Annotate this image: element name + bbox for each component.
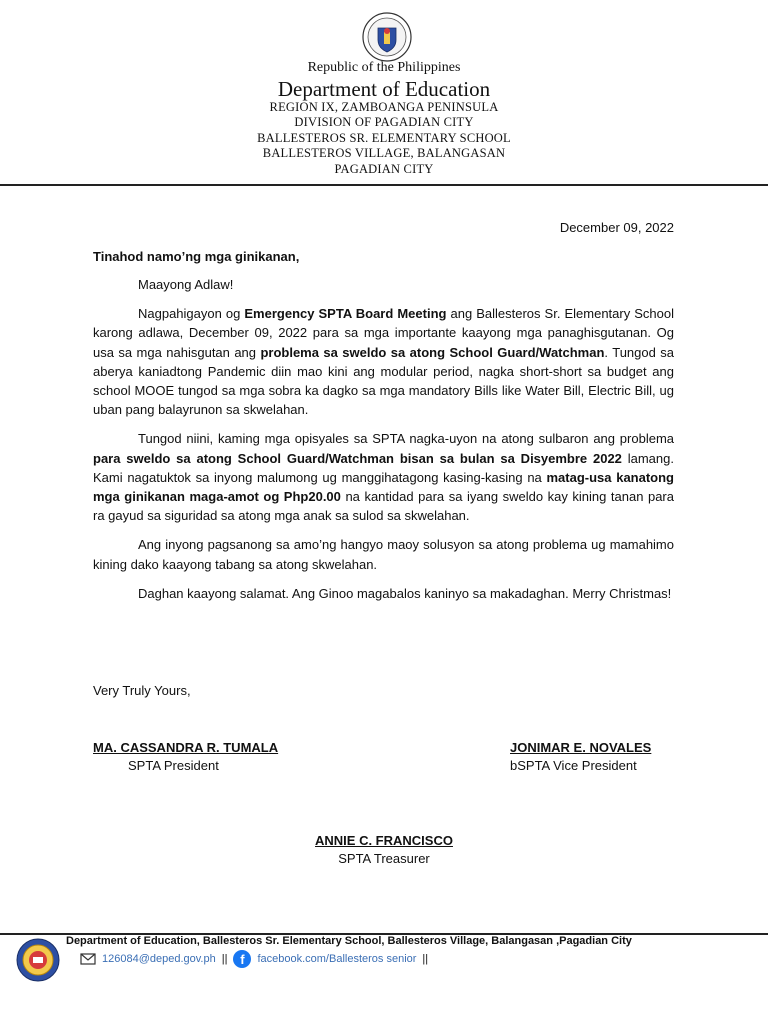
footer-address: Department of Education, Ballesteros Sr. Elementary School, Ballesteros Village, Balangasan ,Pagadian City xyxy=(66,935,632,947)
text-run: . Tungod sa aberya kaniadtong Pandemic diin mao kini ang modular period, nagka short-short sa budget ang school MOOE tungod sa mga sobra ka dagko sa mga mandatory Bills like Water Bill, Electric Bill, ug uban pang balayrunon sa skwelahan. xyxy=(93,344,675,418)
signatory-name-president: MA. CASSANDRA R. TUMALA xyxy=(93,740,279,755)
salutation: Tinahod namo’ng mga ginikanan, xyxy=(93,249,300,264)
letter-date: December 09, 2022 xyxy=(559,220,674,235)
region-line: REGION IX, ZAMBOANGA PENINSULA xyxy=(269,100,499,114)
address-line: BALLESTEROS VILLAGE, BALANGASAN xyxy=(262,146,506,160)
bold-run: problema sa sweldo sa atong School Guard/Watchman xyxy=(260,344,605,360)
signatory-name-vice-president: JONIMAR E. NOVALES xyxy=(510,740,652,755)
signatory-title-president: SPTA President xyxy=(128,758,219,773)
facebook-icon: f xyxy=(233,950,251,968)
closing: Very Truly Yours, xyxy=(93,683,191,698)
header-divider xyxy=(0,184,768,186)
signatory-name-treasurer: ANNIE C. FRANCISCO xyxy=(315,833,453,848)
footer-email[interactable]: 126084@deped.gov.ph xyxy=(102,953,216,965)
paragraph-2 xyxy=(93,429,674,525)
footer-facebook-link[interactable]: facebook.com/Ballesteros senior xyxy=(257,953,417,965)
letter-body xyxy=(93,275,674,613)
footer-contact xyxy=(80,950,428,968)
footer-separator: || xyxy=(221,953,228,965)
text-run: na kantidad para sa iyang sweldo kay kining tanan para ra gayud sa siguridad sa atong mga anak sa sulod sa skwelahan. xyxy=(93,489,674,524)
bold-run: para sweldo sa atong School Guard/Watchman bisan sa bulan sa Disyembre 2022 xyxy=(93,450,622,466)
bold-run: Emergency SPTA Board Meeting xyxy=(244,306,447,322)
division-line: DIVISION OF PAGADIAN CITY xyxy=(294,115,474,129)
greeting: Maayong Adlaw! xyxy=(138,277,234,292)
republic-line: Republic of the Philippines xyxy=(307,60,461,75)
text-run: ang Ballesteros Sr. Elementary School karong adlawa, December 09, 2022 para sa mga importante kaayong mga panaghisgutanan. Og usa sa mga nahisgutan ang xyxy=(93,306,674,360)
text-run: Tungod niini, kaming mga opisyales sa SPTA nagka-uyon na atong sulbaron ang problema xyxy=(138,431,674,447)
bold-run: matag-usa kanatong mga ginikanan maga-amot og Php20.00 xyxy=(93,469,674,505)
paragraph-1 xyxy=(93,304,674,419)
school-line: BALLESTEROS SR. ELEMENTARY SCHOOL xyxy=(257,131,511,145)
footer-separator: || xyxy=(422,953,429,965)
text-run: lamang. Kami nagatuktok sa inyong malumong ug manggihatagong kasing-kasing na xyxy=(93,450,674,485)
paragraph-4: Daghan kaayong salamat. Ang Ginoo magabalos kaninyo sa makadaghan. Merry Christmas! xyxy=(138,585,672,601)
text-run: Nagpahigayon og xyxy=(138,306,245,322)
city-line: PAGADIAN CITY xyxy=(334,162,434,176)
mail-icon xyxy=(80,952,96,966)
department-title: Department of Education xyxy=(277,77,491,101)
school-logo xyxy=(16,938,60,982)
signatory-title-vice-president: bSPTA Vice President xyxy=(510,758,637,773)
paragraph-3: Ang inyong pagsanong sa amo’ng hangyo maoy solusyon sa atong problema ug mamahimo kining dako kaayong tabang sa atong skwelahan. xyxy=(93,537,674,572)
signatory-title-treasurer: SPTA Treasurer xyxy=(338,851,430,866)
deped-seal-logo xyxy=(362,12,412,62)
